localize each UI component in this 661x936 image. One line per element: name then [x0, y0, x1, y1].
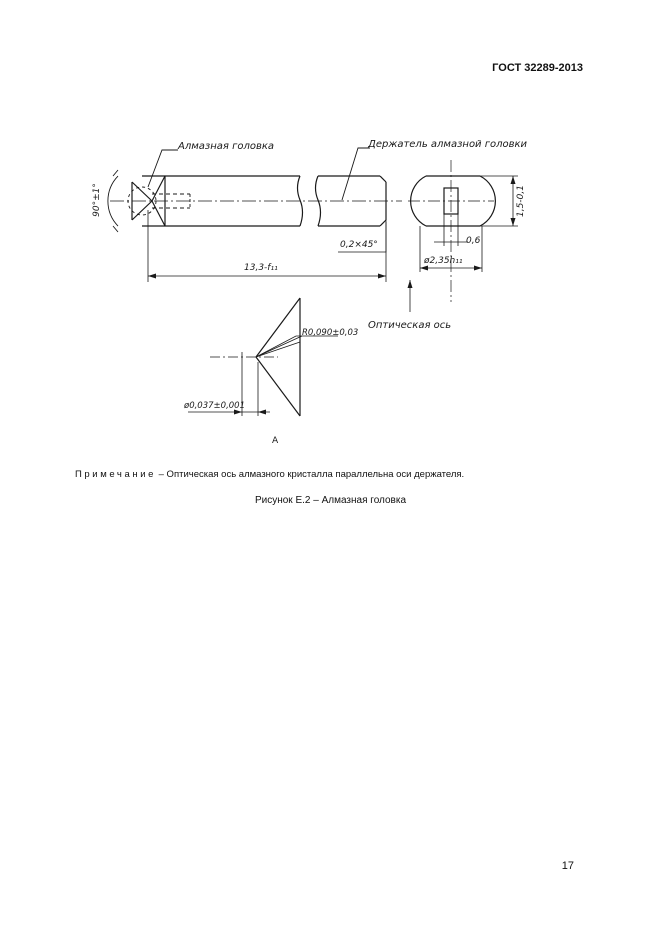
square-dimension: 0,6	[466, 236, 481, 246]
diamond-head-label: Алмазная головка	[178, 141, 275, 152]
chamfer-dimension: 0,2×45°	[340, 240, 378, 250]
figure-caption: Рисунок Е.2 – Алмазная головка	[254, 495, 407, 506]
view-letter: А	[272, 436, 279, 446]
technical-drawing	[90, 130, 560, 450]
tip-diameter-dimension: ø0,037±0,001	[184, 401, 245, 411]
document-code: ГОСТ 32289-2013	[492, 62, 583, 74]
note-lead: Примечание	[75, 469, 156, 480]
drawing-lines	[90, 130, 560, 450]
diameter-dimension: ø2,35h₁₁	[424, 256, 463, 266]
optical-axis-label: Оптическая ось	[368, 320, 452, 331]
note-text: – Оптическая ось алмазного кристалла параллельна оси держателя.	[156, 469, 465, 480]
figure-note	[75, 469, 464, 480]
angle-dimension: 90°±1°	[91, 183, 102, 217]
length-dimension: 13,3-f₁₁	[244, 263, 278, 273]
radius-dimension: R0,090±0,03	[302, 328, 359, 338]
holder-label: Держатель алмазной головки	[368, 139, 528, 150]
flat-dimension: 1,5-0,1	[515, 185, 526, 217]
page-number: 17	[561, 860, 574, 872]
